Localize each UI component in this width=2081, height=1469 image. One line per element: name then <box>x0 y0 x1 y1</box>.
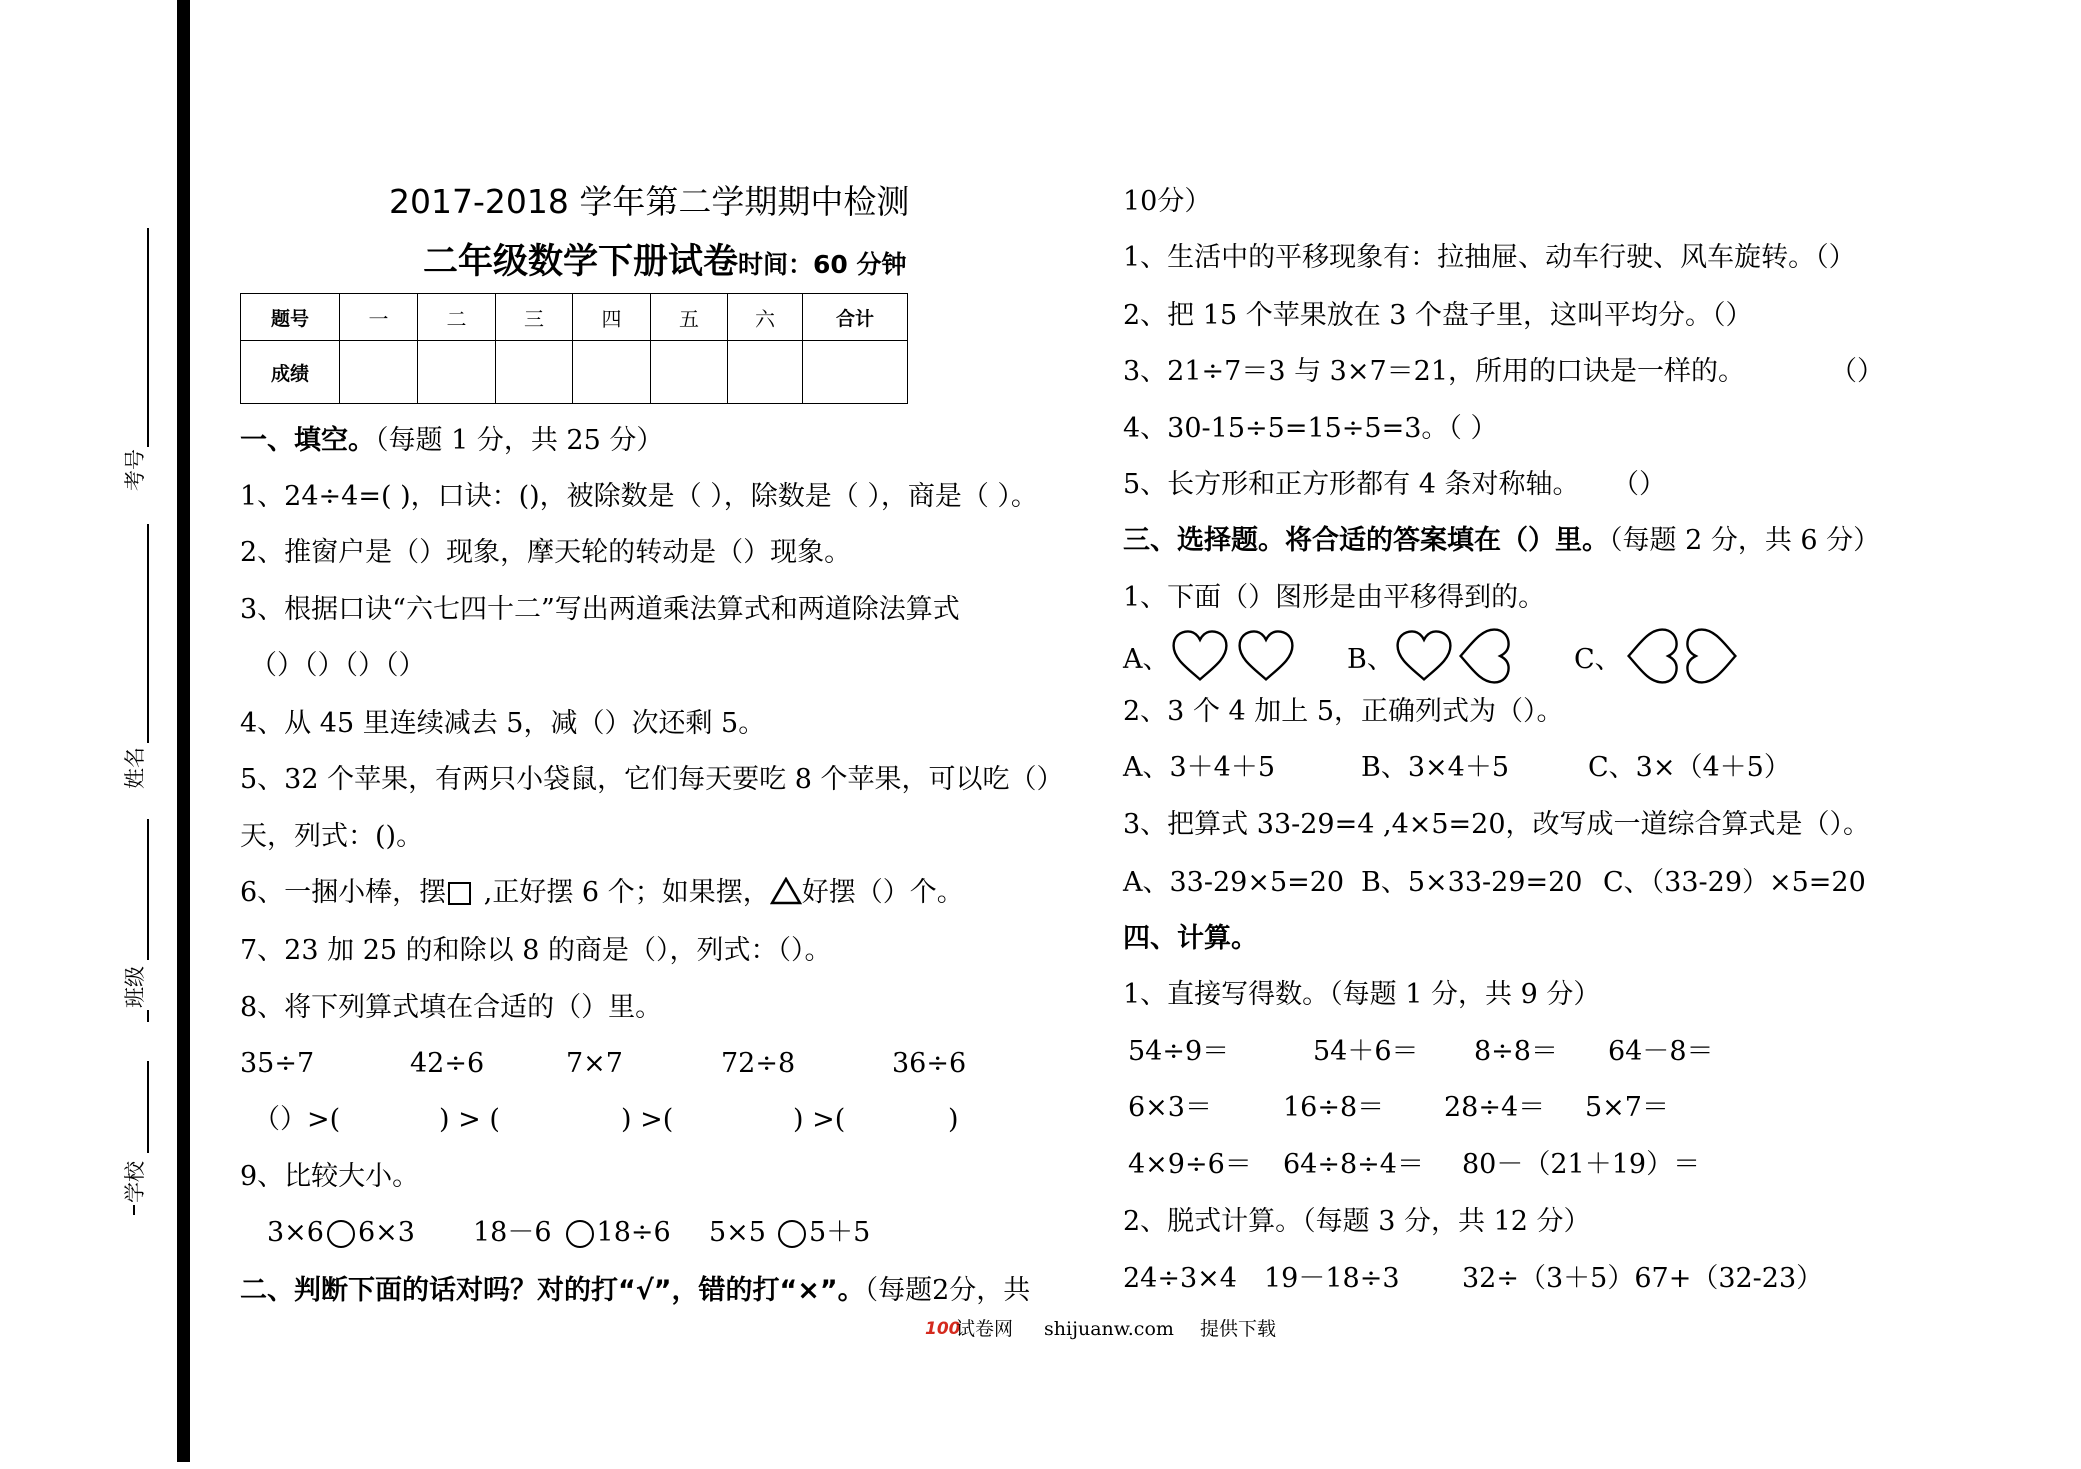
calc-item: 54÷9＝ <box>1128 1036 1230 1067</box>
q8-order-blank: ) > ( <box>439 1104 500 1135</box>
calc-item: 5×7＝ <box>1585 1092 1669 1123</box>
choice-question-1: 1、下面（）图形是由平移得到的。 <box>1123 582 1546 613</box>
school-dash <box>133 1205 135 1215</box>
fill-question-8: 8、将下列算式填在合适的（）里。 <box>240 992 663 1023</box>
score-table-header-cell: 五 <box>651 294 728 341</box>
q9-compare-left: 5×5 <box>709 1217 766 1248</box>
option-label: C、 <box>1574 643 1622 675</box>
score-table-header-cell: 一 <box>340 294 418 341</box>
score-table-header-cell: 题号 <box>241 294 340 341</box>
exam-number-underline <box>147 228 149 447</box>
heart-rotated-left-icon <box>1625 626 1679 686</box>
circle-icon <box>566 1220 594 1248</box>
judge-question-5: 5、长方形和正方形都有 4 条对称轴。 <box>1123 469 1580 500</box>
score-table-header-cell: 四 <box>573 294 651 341</box>
judge-question-3-blank: （） <box>1830 356 1884 387</box>
q8-expression: 72÷8 <box>721 1048 796 1079</box>
q9-compare-right: 5＋5 <box>808 1217 871 1248</box>
calc-item: 64－8＝ <box>1608 1036 1714 1067</box>
judge-question-4: 4、30-15÷5=15÷5=3。（ ） <box>1123 413 1498 444</box>
score-table-header-cell: 三 <box>496 294 573 341</box>
calc-item: 54＋6＝ <box>1313 1036 1419 1067</box>
score-table <box>240 293 908 404</box>
q8-order-blank: ) >( <box>793 1104 846 1135</box>
choice-q3-option-b: B、5×33-29=20 <box>1361 867 1583 898</box>
section1-heading <box>240 413 663 469</box>
q8-expression: 7×7 <box>566 1048 623 1079</box>
footer-site-name: 试卷网 <box>956 1318 1014 1340</box>
score-table-header-cell: 二 <box>418 294 496 341</box>
choice-q3-option-a: A、33-29×5=20 <box>1123 867 1345 898</box>
exam-number-label: 考号 <box>123 449 147 491</box>
score-table-empty-cell <box>496 341 573 404</box>
fill-question-5-line1: 5、32 个苹果，有两只小袋鼠，它们每天要吃 8 个苹果，可以吃（） <box>240 764 1064 795</box>
choice-q2-option-b: B、3×4＋5 <box>1361 752 1509 783</box>
heart-rotated-right-icon <box>1685 626 1739 686</box>
circle-icon <box>778 1220 806 1248</box>
fill-question-5-line2: 天，列式：()。 <box>240 821 424 852</box>
fill-question-9: 9、比较大小。 <box>240 1161 420 1192</box>
exam-title: 2017-2018 学年第二学期期中检测 <box>389 182 910 221</box>
class-label: 班级 <box>123 966 147 1008</box>
judge-question-1: 1、生活中的平移现象有：拉抽屉、动车行驶、风车旋转。（） <box>1123 242 1856 273</box>
circle-icon <box>327 1220 355 1248</box>
fill-question-6-part1: 6、一捆小棒，摆 <box>240 877 447 908</box>
school-label: 学校 <box>123 1161 147 1203</box>
q8-expression: 36÷6 <box>892 1048 967 1079</box>
section2-title: 二、判断下面的话对吗？对的打“√”，错的打“×”。 <box>240 1275 865 1306</box>
choice-q3-option-c: C、（33-29）×5=20 <box>1603 867 1866 898</box>
heart-icon <box>1236 629 1296 683</box>
fill-question-4: 4、从 45 里连续减去 5，减（）次还剩 5。 <box>240 708 766 739</box>
choice-q1-option-a <box>1123 628 1296 684</box>
calc-item: 4×9÷6＝ <box>1128 1149 1252 1180</box>
section2-heading <box>240 1263 1030 1319</box>
option-label: A、 <box>1123 643 1170 675</box>
score-table-empty-cell <box>728 341 803 404</box>
name-underline <box>147 524 149 743</box>
fill-question-7: 7、23 加 25 的和除以 8 的商是（），列式：（）。 <box>240 935 832 966</box>
judge-question-3: 3、21÷7＝3 与 3×7＝21，所用的口诀是一样的。 <box>1123 356 1746 387</box>
q9-compare-item <box>473 1205 671 1261</box>
section3-points: （每题 2 分，共 6 分） <box>1609 525 1881 556</box>
footer-note: 提供下载 <box>1200 1318 1277 1340</box>
calc-item: 6×3＝ <box>1128 1092 1212 1123</box>
fill-question-2: 2、推窗户是（）现象，摩天轮的转动是（）现象。 <box>240 537 852 568</box>
section3-heading <box>1123 513 1880 569</box>
fill-question-3-blanks: （）（）（）（） <box>250 650 426 681</box>
calc-question-2: 2、脱式计算。（每题 3 分，共 12 分） <box>1123 1206 1591 1237</box>
class-underline-tail <box>147 1010 149 1022</box>
choice-q2-option-c: C、3×（4＋5） <box>1588 752 1791 783</box>
step-calc-item: 24÷3×4 <box>1123 1263 1237 1294</box>
section4-heading: 四、计算。 <box>1123 923 1258 954</box>
class-underline <box>147 819 149 960</box>
choice-question-2: 2、3 个 4 加上 5，正确列式为（）。 <box>1123 696 1564 727</box>
section1-points: （每题 1 分，共 25 分） <box>375 425 664 456</box>
score-table-header-cell: 六 <box>728 294 803 341</box>
binding-margin-bar <box>177 0 190 1462</box>
section2-points: （每题2分，共 <box>864 1275 1031 1306</box>
section3-title: 三、选择题。将合适的答案填在（）里。 <box>1123 525 1609 556</box>
square-icon <box>448 882 471 905</box>
score-table-empty-cell <box>418 341 496 404</box>
score-table-header-cell: 合计 <box>803 294 908 341</box>
q8-order-blank: ) <box>948 1104 959 1135</box>
site-logo: 100 <box>925 1319 961 1339</box>
fill-question-6-part2: ,正好摆 6 个；如果摆， <box>475 877 770 908</box>
choice-question-3: 3、把算式 33-29=4 ,4×5=20，改写成一道综合算式是（）。 <box>1123 809 1871 840</box>
heart-icon <box>1170 629 1230 683</box>
calc-question-1: 1、直接写得数。（每题 1 分，共 9 分） <box>1123 979 1601 1010</box>
calc-item: 28÷4＝ <box>1444 1092 1546 1123</box>
fill-question-6 <box>240 865 964 921</box>
section2-points-end: 10分） <box>1123 186 1212 217</box>
score-table-empty-cell <box>573 341 651 404</box>
exam-time: 时间：60 分钟 <box>738 250 907 279</box>
q8-expression: 42÷6 <box>410 1048 485 1079</box>
section1-title: 一、填空。 <box>240 425 375 456</box>
q9-compare-right: 6×3 <box>357 1217 415 1248</box>
q9-compare-item <box>267 1205 415 1261</box>
school-underline <box>147 1061 149 1153</box>
score-table-row-label: 成绩 <box>241 341 340 404</box>
judge-question-5-blank: （） <box>1612 469 1666 500</box>
calc-item: 8÷8＝ <box>1474 1036 1558 1067</box>
judge-question-2: 2、把 15 个苹果放在 3 个盘子里，这叫平均分。（） <box>1123 300 1753 331</box>
score-table-empty-cell <box>803 341 908 404</box>
choice-q1-option-b <box>1347 628 1514 684</box>
fill-question-3: 3、根据口诀“六七四十二”写出两道乘法算式和两道除法算式 <box>240 594 960 625</box>
choice-q1-option-c <box>1574 628 1742 684</box>
option-label: B、 <box>1347 643 1394 675</box>
q8-expression: 35÷7 <box>240 1048 315 1079</box>
fill-question-1: 1、24÷4=( )，口诀：()，被除数是（ ），除数是（ ），商是（ ）。 <box>240 481 1038 512</box>
score-table-empty-cell <box>340 341 418 404</box>
score-table-score-row <box>241 341 908 404</box>
score-table-empty-cell <box>651 341 728 404</box>
score-table-header-row <box>241 294 908 341</box>
step-calc-item: 32÷（3＋5）67+（32-23） <box>1462 1263 1824 1294</box>
calc-item: 16÷8＝ <box>1283 1092 1385 1123</box>
q8-order-blank: （）>( <box>253 1104 341 1135</box>
calc-item: 80－（21＋19）＝ <box>1462 1149 1701 1180</box>
q9-compare-left: 18－6 <box>473 1217 552 1248</box>
calc-item: 64÷8÷4＝ <box>1283 1149 1424 1180</box>
exam-subtitle <box>423 237 907 287</box>
q8-order-blank: ) >( <box>621 1104 674 1135</box>
name-label: 姓名 <box>123 747 147 789</box>
step-calc-item: 19－18÷3 <box>1264 1263 1400 1294</box>
q9-compare-item <box>709 1205 870 1261</box>
heart-icon <box>1394 629 1454 683</box>
exam-subject: 二年级数学下册试卷 <box>423 242 739 282</box>
triangle-icon <box>770 877 802 905</box>
q9-compare-right: 18÷6 <box>596 1217 671 1248</box>
q9-compare-left: 3×6 <box>267 1217 324 1248</box>
heart-rotated-left-icon <box>1457 626 1511 686</box>
fill-question-6-part3: 好摆（）个。 <box>801 877 964 908</box>
footer-site-url: shijuanw.com <box>1044 1318 1174 1340</box>
choice-q2-option-a: A、3＋4＋5 <box>1123 752 1276 783</box>
